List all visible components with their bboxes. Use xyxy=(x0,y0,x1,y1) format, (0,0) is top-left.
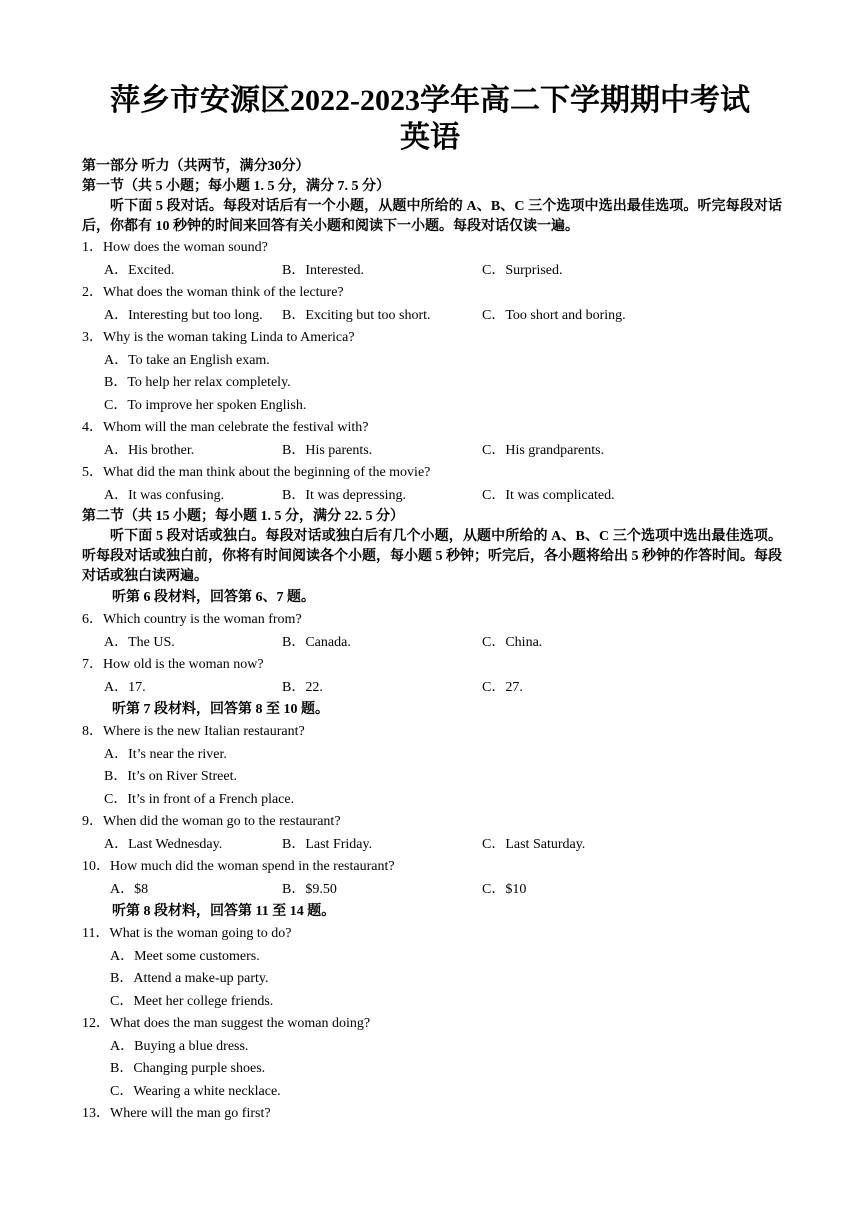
option-a: A．To take an English exam. xyxy=(104,352,270,368)
option-c: C．China. xyxy=(482,634,543,650)
option-a: A．Buying a blue dress. xyxy=(110,1038,249,1054)
option-c: C．$10 xyxy=(482,881,527,897)
section1-instructions: 听下面 5 段对话。每段对话后有一个小题，从题中所给的 A、B、C 三个选项中选出最佳选项。听完每段对话后，你都有 10 秒钟的时间来回答有关小题和阅读下一小题。每段对话仅读一遍。 xyxy=(82,199,782,234)
question-12: 12．What does the man suggest the woman doing? xyxy=(82,1016,371,1031)
question-7-options xyxy=(82,677,782,700)
question-10-options xyxy=(82,879,782,902)
material-7-label: 听第 7 段材料，回答第 8 至 10 题。 xyxy=(112,702,329,717)
question-4-options xyxy=(82,440,782,463)
option-a: A．Meet some customers. xyxy=(110,948,260,964)
option-a: A．Interesting but too long. xyxy=(104,307,263,323)
option-a: A．Last Wednesday. xyxy=(104,836,223,852)
option-b: B．Changing purple shoes. xyxy=(110,1061,266,1076)
option-c: C．Last Saturday. xyxy=(482,836,586,852)
question-9: 9．When did the woman go to the restaurant? xyxy=(82,814,341,829)
question-7: 7．How old is the woman now? xyxy=(82,657,264,672)
option-c: C．Too short and boring. xyxy=(482,307,626,323)
option-b: B．Interested. xyxy=(282,262,365,278)
option-a: A．It’s near the river. xyxy=(104,746,227,762)
question-9-options xyxy=(82,834,782,857)
section2-instructions: 听下面 5 段对话或独白。每段对话或独白后有几个小题，从题中所给的 A、B、C 三个选项中选出最佳选项。听每段对话或独白前，你将有时间阅读各个小题，每小题 5 秒钟；听完后，各小题将给出 5 秒钟的作答时间。每段对话或独白读两遍。 xyxy=(82,529,782,584)
section1-header: 第一节（共 5 小题；每小题 1. 5 分，满分 7. 5 分） xyxy=(82,179,390,194)
exam-subject: 英语 xyxy=(400,121,460,154)
option-c: C．Meet her college friends. xyxy=(110,993,274,1009)
material-6-label: 听第 6 段材料，回答第 6、7 题。 xyxy=(112,590,315,605)
option-b: B．Exciting but too short. xyxy=(282,307,431,323)
question-13: 13．Where will the man go first? xyxy=(82,1106,271,1121)
option-a: A．His brother. xyxy=(104,442,195,458)
option-c: C．It’s in front of a French place. xyxy=(104,791,295,807)
material-8-label: 听第 8 段材料，回答第 11 至 14 题。 xyxy=(112,904,336,919)
option-a: A．Excited. xyxy=(104,262,175,278)
question-3: 3．Why is the woman taking Linda to America? xyxy=(82,330,355,345)
option-b: B．It’s on River Street. xyxy=(104,769,237,784)
section2-header: 第二节（共 15 小题；每小题 1. 5 分，满分 22. 5 分） xyxy=(82,509,404,524)
question-2: 2．What does the woman think of the lecture? xyxy=(82,285,344,300)
option-b: B．22. xyxy=(282,679,323,695)
question-8: 8．Where is the new Italian restaurant? xyxy=(82,724,305,739)
exam-content xyxy=(82,157,782,1126)
option-a: A．17. xyxy=(104,679,146,695)
option-c: C．His grandparents. xyxy=(482,442,605,458)
question-5: 5．What did the man think about the beginning of the movie? xyxy=(82,465,431,480)
option-b: B．Last Friday. xyxy=(282,836,373,852)
option-c: C．27. xyxy=(482,679,523,695)
question-1-options xyxy=(82,260,782,283)
option-b: B．$9.50 xyxy=(282,881,337,897)
question-5-options xyxy=(82,485,782,508)
question-11: 11．What is the woman going to do? xyxy=(82,926,292,941)
question-1: 1．How does the woman sound? xyxy=(82,240,268,255)
exam-title: 萍乡市安源区2022-2023学年高二下学期期中考试 xyxy=(110,84,750,117)
option-b: B．To help her relax completely. xyxy=(104,375,291,390)
option-a: A．The US. xyxy=(104,634,175,650)
option-c: C．Surprised. xyxy=(482,262,563,278)
option-b: B．His parents. xyxy=(282,442,373,458)
question-6-options xyxy=(82,632,782,655)
question-2-options xyxy=(82,305,782,328)
question-6: 6．Which country is the woman from? xyxy=(82,612,302,627)
option-c: C．Wearing a white necklace. xyxy=(110,1083,281,1099)
option-c: C．It was complicated. xyxy=(482,487,615,503)
option-a: A．$8 xyxy=(110,881,149,897)
option-b: B．It was depressing. xyxy=(282,487,407,503)
option-b: B．Attend a make-up party. xyxy=(110,971,269,986)
option-a: A．It was confusing. xyxy=(104,487,225,503)
question-10: 10．How much did the woman spend in the restaurant? xyxy=(82,859,395,874)
part1-header: 第一部分 听力（共两节，满分30分） xyxy=(82,159,310,174)
option-c: C．To improve her spoken English. xyxy=(104,397,307,413)
option-b: B．Canada. xyxy=(282,634,351,650)
question-4: 4．Whom will the man celebrate the festival with? xyxy=(82,420,369,435)
